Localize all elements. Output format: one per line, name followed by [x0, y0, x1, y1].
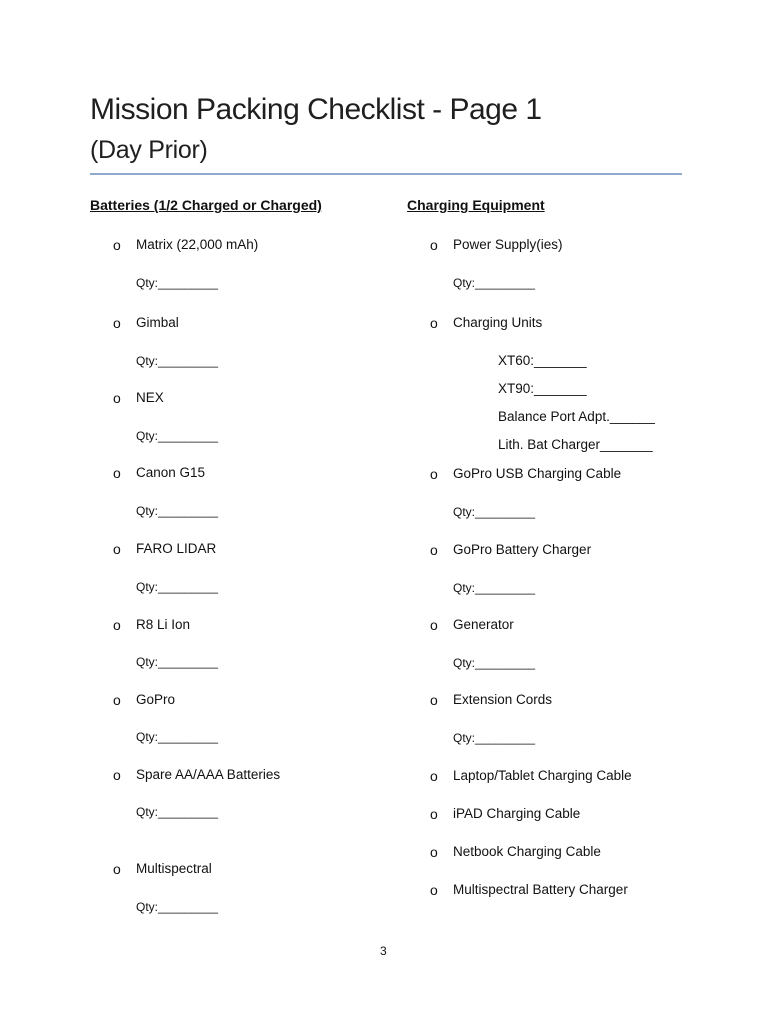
checkbox-bullet[interactable]: o	[113, 390, 121, 406]
qty-field[interactable]: Qty:_________	[136, 580, 219, 594]
list-item-label: Generator	[453, 617, 514, 632]
checkbox-bullet[interactable]: o	[430, 617, 438, 633]
checkbox-bullet[interactable]: o	[113, 861, 121, 877]
list-item-label: Matrix (22,000 mAh)	[136, 237, 259, 252]
qty-field[interactable]: Qty:_________	[453, 581, 536, 595]
list-item-label: Laptop/Tablet Charging Cable	[453, 768, 632, 783]
lithium-battery-charger-field[interactable]: Lith. Bat Charger_______	[498, 437, 653, 452]
page-title: Mission Packing Checklist - Page 1	[90, 93, 542, 126]
qty-field[interactable]: Qty:_________	[136, 900, 219, 914]
checkbox-bullet[interactable]: o	[113, 617, 121, 633]
checkbox-bullet[interactable]: o	[430, 806, 438, 822]
qty-field[interactable]: Qty:_________	[453, 276, 536, 290]
xt60-field[interactable]: XT60:_______	[498, 353, 587, 368]
checkbox-bullet[interactable]: o	[430, 692, 438, 708]
list-item-label: Power Supply(ies)	[453, 237, 563, 252]
checkbox-bullet[interactable]: o	[113, 315, 121, 331]
page-subtitle: (Day Prior)	[90, 136, 208, 164]
balance-port-adapter-field[interactable]: Balance Port Adpt.______	[498, 409, 655, 424]
title-divider	[90, 173, 682, 175]
checkbox-bullet[interactable]: o	[113, 237, 121, 253]
checkbox-bullet[interactable]: o	[113, 767, 121, 783]
list-item-label: Gimbal	[136, 315, 179, 330]
checkbox-bullet[interactable]: o	[430, 844, 438, 860]
checkbox-bullet[interactable]: o	[430, 237, 438, 253]
qty-field[interactable]: Qty:_________	[136, 429, 219, 443]
list-item-label: iPAD Charging Cable	[453, 806, 581, 821]
list-item-label: GoPro USB Charging Cable	[453, 466, 622, 481]
xt90-field[interactable]: XT90:_______	[498, 381, 587, 396]
list-item-label: Netbook Charging Cable	[453, 844, 601, 859]
list-item-label: Extension Cords	[453, 692, 553, 707]
page-number: 3	[380, 944, 387, 958]
list-item-label: NEX	[136, 390, 164, 405]
qty-field[interactable]: Qty:_________	[136, 504, 219, 518]
qty-field[interactable]: Qty:_________	[136, 655, 219, 669]
list-item-label: Canon G15	[136, 465, 206, 480]
checkbox-bullet[interactable]: o	[430, 882, 438, 898]
list-item-label: Spare AA/AAA Batteries	[136, 767, 281, 782]
qty-field[interactable]: Qty:_________	[136, 805, 219, 819]
checkbox-bullet[interactable]: o	[430, 542, 438, 558]
qty-field[interactable]: Qty:_________	[136, 354, 219, 368]
checkbox-bullet[interactable]: o	[430, 315, 438, 331]
list-item-label: Multispectral Battery Charger	[453, 882, 628, 897]
checkbox-bullet[interactable]: o	[113, 692, 121, 708]
checkbox-bullet[interactable]: o	[430, 466, 438, 482]
list-item-label: Charging Units	[453, 315, 543, 330]
list-item-label: FARO LIDAR	[136, 541, 217, 556]
list-item-label: GoPro	[136, 692, 176, 707]
qty-field[interactable]: Qty:_________	[453, 656, 536, 670]
checkbox-bullet[interactable]: o	[430, 768, 438, 784]
qty-field[interactable]: Qty:_________	[453, 731, 536, 745]
batteries-heading: Batteries (1/2 Charged or Charged)	[90, 197, 322, 213]
list-item-label: GoPro Battery Charger	[453, 542, 592, 557]
qty-field[interactable]: Qty:_________	[136, 276, 219, 290]
charging-heading: Charging Equipment	[407, 197, 545, 213]
checkbox-bullet[interactable]: o	[113, 541, 121, 557]
qty-field[interactable]: Qty:_________	[136, 730, 219, 744]
checkbox-bullet[interactable]: o	[113, 465, 121, 481]
qty-field[interactable]: Qty:_________	[453, 505, 536, 519]
list-item-label: Multispectral	[136, 861, 212, 876]
list-item-label: R8 Li Ion	[136, 617, 191, 632]
